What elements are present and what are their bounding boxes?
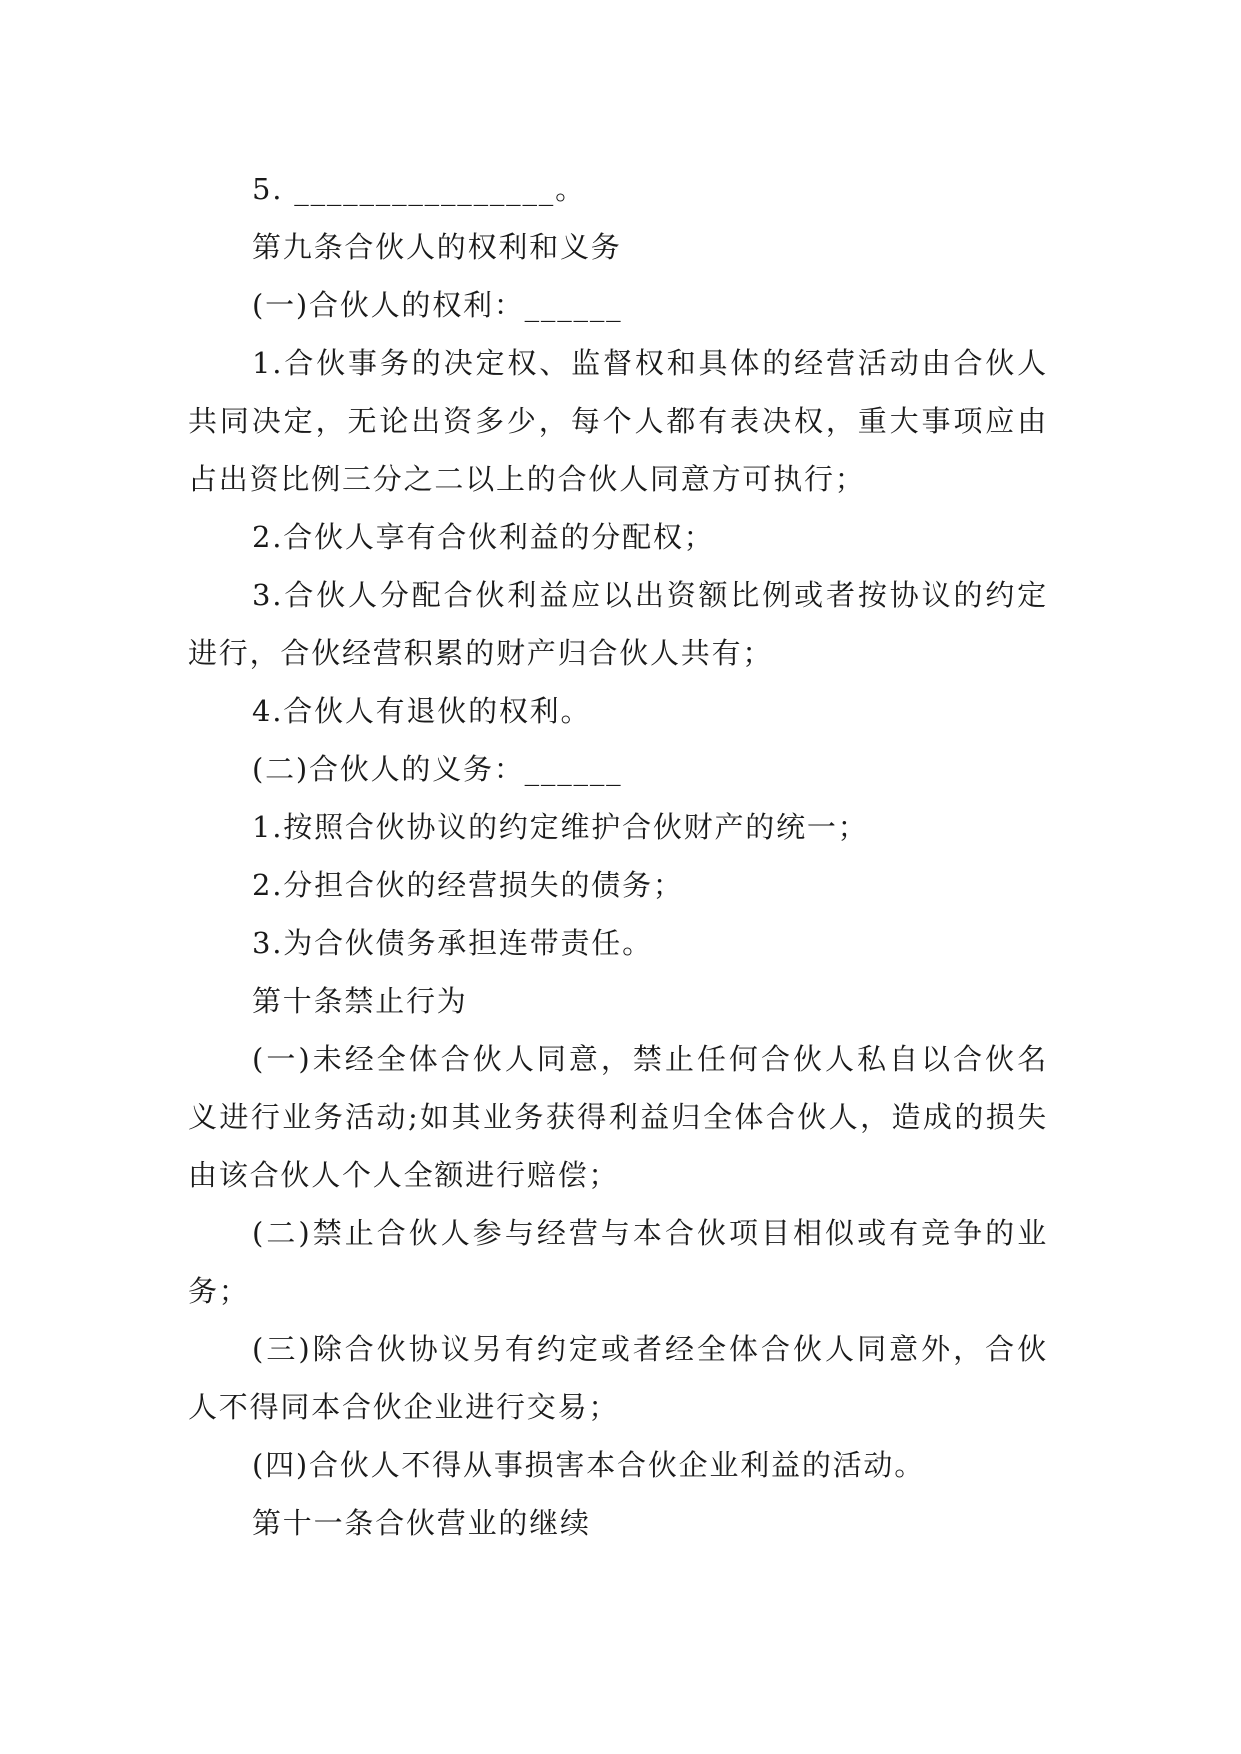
article-11-title: 第十一条合伙营业的继续	[252, 1506, 591, 1540]
rights-item-4: 4.合伙人有退伙的权利。	[252, 694, 592, 728]
item-5-blank: 5. ________________。	[252, 172, 586, 206]
article-10-title: 第十条禁止行为	[252, 984, 468, 1018]
prohibit-item-4: (四)合伙人不得从事损害本合伙企业利益的活动。	[252, 1448, 926, 1482]
prohibit-item-3: (三)除合伙协议另有约定或者经全体合伙人同意外，合伙人不得同本合伙企业进行交易；	[188, 1332, 1048, 1424]
article-9-title: 第九条合伙人的权利和义务	[252, 230, 622, 264]
rights-heading: (一)合伙人的权利：______	[252, 288, 623, 322]
prohibit-item-2: (二)禁止合伙人参与经营与本合伙项目相似或有竞争的业务；	[188, 1216, 1048, 1308]
duties-heading: (二)合伙人的义务：______	[252, 752, 623, 786]
duties-item-1: 1.按照合伙协议的约定维护合伙财产的统一；	[252, 810, 869, 844]
document-body	[188, 160, 1048, 1552]
rights-item-3: 3.合伙人分配合伙利益应以出资额比例或者按协议的约定进行，合伙经营积累的财产归合伙人共有；	[188, 578, 1048, 670]
rights-item-2: 2.合伙人享有合伙利益的分配权；	[252, 520, 715, 554]
duties-item-3: 3.为合伙债务承担连带责任。	[252, 926, 653, 960]
prohibit-item-1: (一)未经全体合伙人同意，禁止任何合伙人私自以合伙名义进行业务活动;如其业务获得利益归全体合伙人，造成的损失由该合伙人个人全额进行赔偿；	[188, 1042, 1048, 1192]
rights-item-1: 1.合伙事务的决定权、监督权和具体的经营活动由合伙人共同决定，无论出资多少，每个人都有表决权，重大事项应由占出资比例三分之二以上的合伙人同意方可执行；	[188, 346, 1048, 496]
duties-item-2: 2.分担合伙的经营损失的债务；	[252, 868, 684, 902]
